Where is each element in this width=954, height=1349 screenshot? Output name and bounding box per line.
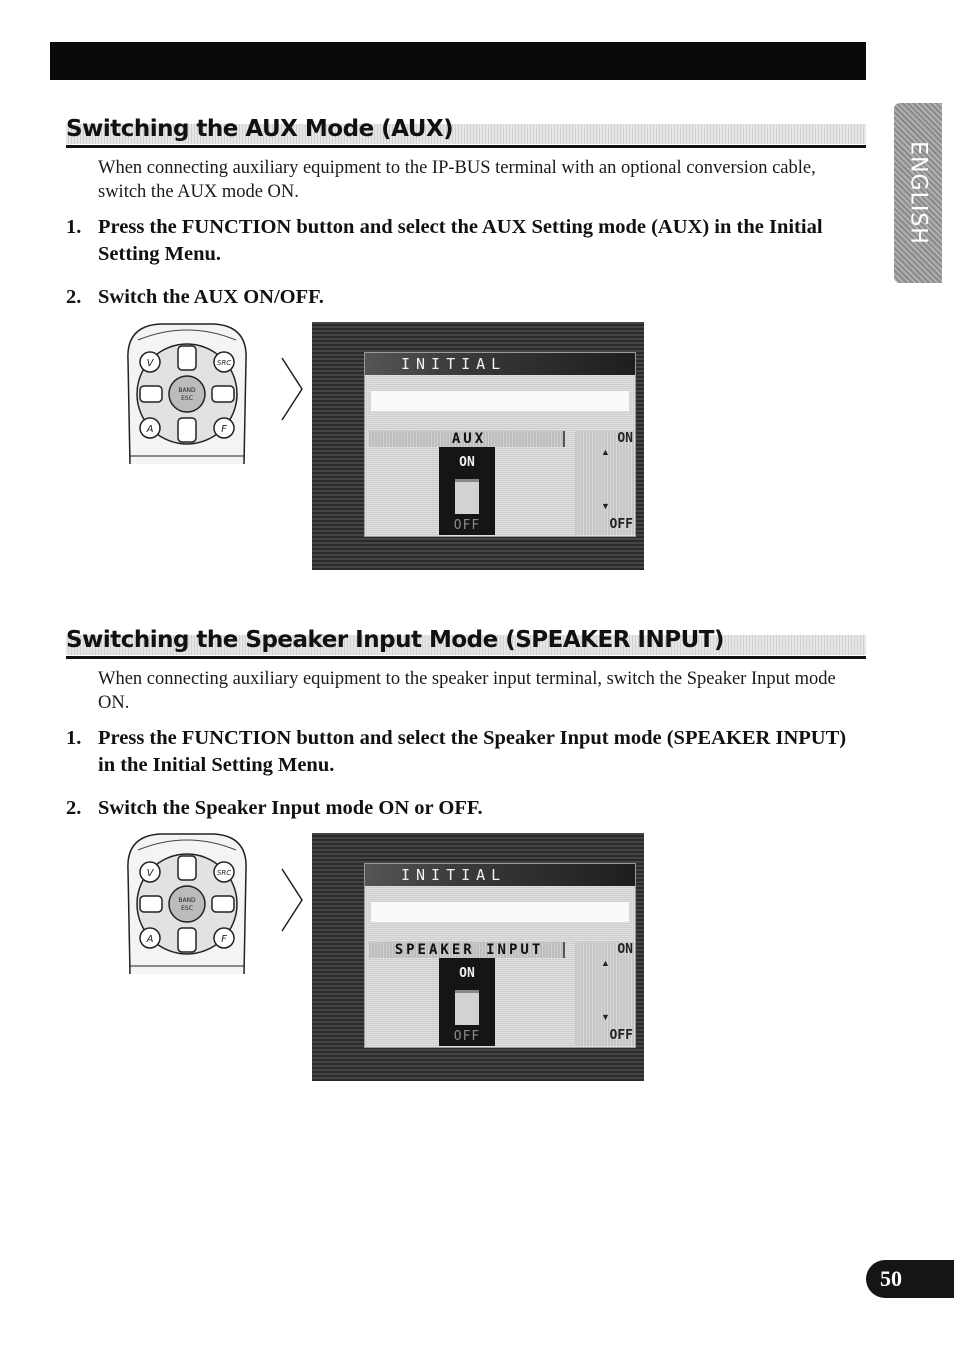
section-title-rule (66, 145, 866, 148)
v-label: V (146, 358, 154, 369)
menu-title: INITIAL (365, 353, 635, 375)
down-arrow-icon: ▼ (601, 1012, 610, 1022)
section-title-rule (66, 656, 866, 659)
toggle-switch[interactable] (439, 447, 495, 535)
item-bracket (563, 942, 565, 958)
page-number: 50 (880, 1266, 902, 1291)
a-label: A (146, 934, 154, 945)
display-screen (312, 833, 644, 1081)
step-number: 2. (66, 286, 82, 308)
step-text: Press the FUNCTION button and select the AUX Setting mode (AUX) in the Initial Setting Menu. (98, 216, 823, 265)
step-number: 2. (66, 797, 82, 819)
value-scroll-indicator (575, 431, 635, 535)
band-label: BAND (178, 387, 196, 394)
step-item (66, 284, 856, 311)
section-title-speaker-input: Switching the Speaker Input Mode (SPEAKER INPUT) (66, 627, 724, 653)
step-number: 1. (66, 216, 82, 238)
menu-highlight-row (371, 391, 629, 411)
language-tab-label: ENGLISH (905, 141, 931, 245)
step-item (66, 725, 856, 779)
toggle-knob (455, 479, 479, 514)
language-tab (894, 103, 942, 283)
toggle-on-label: ON (459, 966, 475, 981)
menu-title: INITIAL (365, 864, 635, 886)
up-arrow-icon: ▲ (601, 958, 610, 968)
f-label: F (221, 424, 227, 435)
down-arrow-icon: ▼ (601, 501, 610, 511)
value-on-label: ON (617, 431, 633, 446)
esc-label: ESC (181, 905, 193, 912)
v-label: V (146, 868, 154, 879)
step-text: Switch the Speaker Input mode ON or OFF. (98, 797, 483, 819)
a-label: A (146, 424, 154, 435)
remote-control-illustration (120, 830, 254, 974)
up-arrow-icon: ▲ (601, 447, 610, 457)
toggle-switch[interactable] (439, 958, 495, 1046)
arrow-right-icon (280, 867, 304, 933)
section-description: When connecting auxiliary equipment to the speaker input terminal, switch the Speaker Input mode ON. (98, 669, 836, 713)
value-off-label: OFF (609, 517, 633, 532)
toggle-off-label: OFF (453, 518, 481, 533)
value-scroll-indicator (575, 942, 635, 1046)
menu-highlight-row (371, 902, 629, 922)
section-title-aux: Switching the AUX Mode (AUX) (66, 116, 454, 142)
esc-label: ESC (181, 395, 193, 402)
header-bar (50, 42, 866, 80)
item-bracket (563, 431, 565, 447)
toggle-off-label: OFF (453, 1029, 481, 1044)
step-item (66, 214, 856, 268)
page-number-badge (866, 1260, 954, 1298)
menu-item-row (369, 942, 565, 958)
toggle-knob (455, 990, 479, 1025)
step-text: Press the FUNCTION button and select the Speaker Input mode (SPEAKER INPUT) in the Initial Setting Menu. (98, 727, 847, 776)
value-on-label: ON (617, 942, 633, 957)
initial-menu-panel (364, 863, 636, 1048)
initial-menu-panel (364, 352, 636, 537)
band-label: BAND (178, 897, 196, 904)
step-text: Switch the AUX ON/OFF. (98, 286, 324, 308)
src-label: SRC (216, 869, 232, 877)
menu-item-row (369, 431, 565, 447)
display-screen (312, 322, 644, 570)
remote-control-illustration (120, 320, 254, 464)
arrow-right-icon (280, 356, 304, 422)
step-item (66, 795, 856, 822)
f-label: F (221, 934, 227, 945)
step-number: 1. (66, 727, 82, 749)
src-label: SRC (216, 359, 232, 367)
toggle-on-label: ON (459, 455, 475, 470)
section-description: When connecting auxiliary equipment to the IP-BUS terminal with an optional conversion cable, switch the AUX mode ON. (98, 158, 816, 202)
value-off-label: OFF (609, 1028, 633, 1043)
menu-item-label: AUX (451, 431, 487, 447)
menu-item-label: SPEAKER INPUT (394, 942, 544, 958)
